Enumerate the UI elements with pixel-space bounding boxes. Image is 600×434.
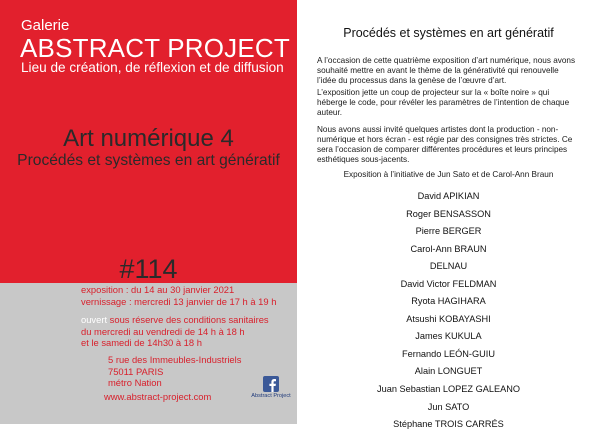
right-panel (297, 0, 600, 430)
left-panel (0, 0, 297, 424)
opening-line: vernissage : mercredi 13 janvier de 17 h à 19 h (81, 295, 277, 307)
artist-name: Fernando LEÓN-GUIU (402, 348, 495, 359)
gallery-tagline: Lieu de création, de réflexion et de diffusion (21, 60, 284, 75)
exhibition-subtitle: Procédés et systèmes en art génératif (17, 152, 280, 169)
exhibition-dates (81, 284, 276, 307)
sanitary-conditions: sous réserve des conditions sanitaires (107, 314, 269, 325)
artist-name: Stéphane TROIS CARRÉS (393, 419, 504, 430)
address-street: 5 rue des Immeubles-Industriels (108, 354, 242, 365)
artist-list (297, 188, 600, 434)
exhibition-title: Art numérique 4 (63, 125, 234, 152)
artist-name: Roger BENSASSON (406, 208, 491, 219)
sanitary-line (81, 314, 269, 326)
artist-name: David Victor FELDMAN (400, 278, 497, 289)
description-paragraph-2: L’exposition jette un coup de projecteur sur la « boîte noire » qui héberge le code, pour révéler les paramètres de l’intention de chaque auteur. (317, 88, 570, 118)
facebook-icon[interactable] (263, 376, 279, 392)
artist-name: Atsushi KOBAYASHI (406, 313, 491, 324)
galerie-label: Galerie (21, 17, 70, 34)
address (108, 354, 241, 389)
artist-name: Ryota HAGIHARA (411, 296, 486, 307)
artist-name: Pierre BERGER (415, 226, 482, 237)
exhibition-number: #114 (119, 254, 178, 284)
description-title: Procédés et systèmes en art génératif (343, 26, 554, 40)
weekday-hours: du mercredi au vendredi de 14 h à 18 h (81, 325, 245, 337)
saturday-hours: et le samedi de 14h30 à 18 h (81, 337, 202, 349)
artist-name: Carol-Ann BRAUN (410, 243, 487, 254)
address-metro: métro Nation (108, 377, 162, 389)
open-label: ouvert (81, 314, 108, 325)
artist-name: James KUKULA (415, 331, 482, 342)
artist-name: Jun SATO (427, 401, 470, 412)
facebook-link[interactable] (250, 376, 292, 399)
initiative-credit: Exposition à l’initiative de Jun Sato et de Carol-Ann Braun (343, 170, 554, 179)
artist-name: David APIKIAN (417, 191, 480, 201)
description-paragraph-1: A l’occasion de cette quatrième exposition d’art numérique, nous avons souhaité mettre en avant le thème de la générativité qui renouvelle l’idée du processus dans la genèse de l’œuvre d’art. (317, 56, 576, 86)
artist-name: Juan Sebastian LOPEZ GALEANO (377, 384, 520, 395)
artist-name: Alain LONGUET (414, 366, 483, 377)
gallery-name: ABSTRACT PROJECT (20, 33, 290, 63)
facebook-label: Abstract Project (251, 393, 291, 399)
artist-name: DELNAU (429, 261, 468, 272)
website-link[interactable]: www.abstract-project.com (104, 391, 212, 402)
dates-line: exposition : du 14 au 30 janvier 2021 (81, 284, 235, 295)
description-paragraph-3: Nous avons aussi invité quelques artistes dont la production - non-numérique et hors écran - est régie par des consignes très strictes. Ce sera l’occasion de comparer différentes procédures et leurs principes esthétiques sous-jacents. (317, 125, 573, 165)
opening-hours (81, 314, 269, 349)
address-city: 75011 PARIS (108, 365, 164, 377)
